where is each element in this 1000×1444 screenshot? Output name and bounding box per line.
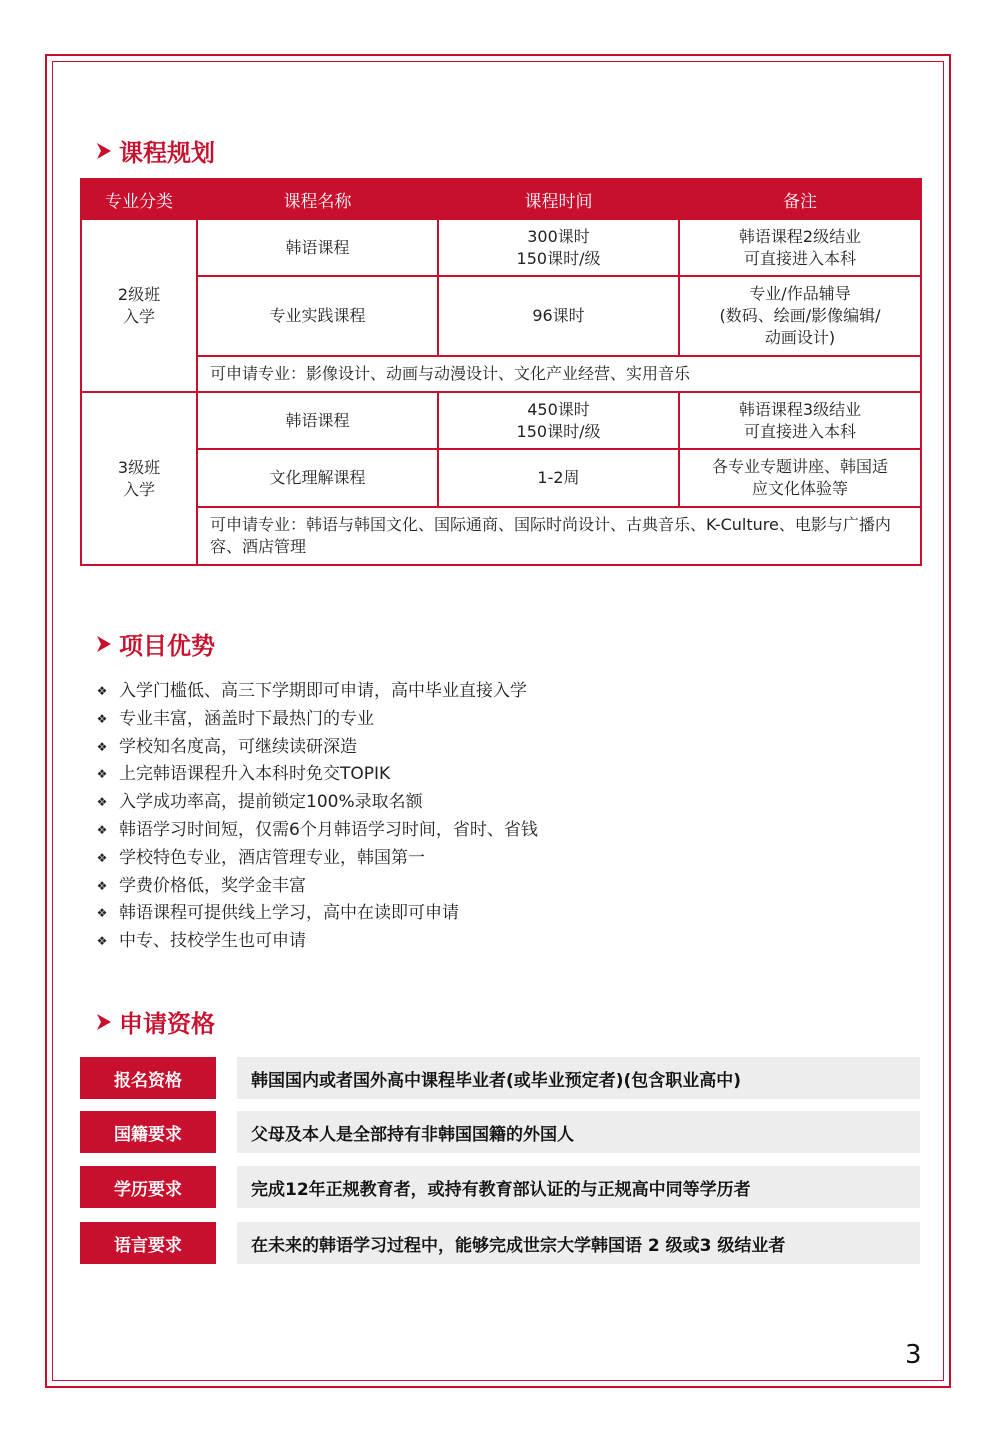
diamond-bullet-icon: ❖ [96, 822, 108, 837]
majors-cell: 可申请专业：韩语与韩国文化、国际通商、国际时尚设计、古典音乐、K-Culture、电影与广播内容、酒店管理 [197, 507, 921, 565]
note-cell: 韩语课程2级结业 可直接进入本科 [679, 219, 921, 276]
section-title-advantages [95, 626, 215, 661]
note-cell: 专业/作品辅导 (数码、绘画/影像编辑/ 动画设计) [679, 276, 921, 356]
requirement-row [80, 1166, 920, 1208]
requirement-value: 父母及本人是全部持有非韩国国籍的外国人 [237, 1111, 920, 1153]
table-row [81, 356, 921, 392]
course-name-cell: 韩语课程 [197, 219, 438, 276]
diamond-bullet-icon: ❖ [96, 878, 108, 893]
requirement-label: 语言要求 [80, 1222, 216, 1264]
list-item: ❖ 学校特色专业，酒店管理专业，韩国第一 [95, 845, 538, 873]
diamond-bullet-icon: ❖ [96, 795, 108, 810]
header-course-time: 课程时间 [438, 179, 679, 219]
course-time-cell: 450课时 150课时/级 [438, 392, 679, 449]
list-item: ❖ 专业丰富，涵盖时下最热门的专业 [95, 706, 538, 734]
list-item: ❖ 入学成功率高，提前锁定100%录取名额 [95, 789, 538, 817]
section-title-text: 项目优势 [119, 632, 215, 660]
course-table [80, 178, 922, 566]
table-header-row [81, 179, 921, 219]
table-row [81, 276, 921, 356]
diamond-bullet-icon: ❖ [96, 850, 108, 865]
header-note: 备注 [679, 179, 921, 219]
majors-cell: 可申请专业：影像设计、动画与动漫设计、文化产业经营、实用音乐 [197, 356, 921, 392]
list-item: ❖ 学校知名度高，可继续读研深造 [95, 734, 538, 762]
diamond-bullet-icon: ❖ [96, 934, 108, 949]
arrow-right-icon [95, 634, 113, 654]
list-item: ❖ 学费价格低，奖学金丰富 [95, 873, 538, 901]
course-time-cell: 1-2周 [438, 449, 679, 507]
section-title-text: 课程规划 [119, 139, 215, 167]
advantages-list [95, 678, 538, 956]
requirement-row [80, 1222, 920, 1264]
arrow-right-icon [95, 141, 113, 161]
requirement-value: 在未来的韩语学习过程中，能够完成世宗大学韩国语 2 级或3 级结业者 [237, 1222, 920, 1264]
course-name-cell: 文化理解课程 [197, 449, 438, 507]
category-cell: 2级班 入学 [81, 219, 197, 392]
requirement-value: 完成12年正规教育者，或持有教育部认证的与正规高中同等学历者 [237, 1166, 920, 1208]
list-item: ❖ 上完韩语课程升入本科时免交TOPIK [95, 761, 538, 789]
requirement-label: 学历要求 [80, 1166, 216, 1208]
note-cell: 韩语课程3级结业 可直接进入本科 [679, 392, 921, 449]
table-row [81, 449, 921, 507]
section-title-text: 申请资格 [119, 1010, 215, 1038]
diamond-bullet-icon: ❖ [96, 906, 108, 921]
diamond-bullet-icon: ❖ [96, 684, 108, 698]
requirement-value: 韩国国内或者国外高中课程毕业者(或毕业预定者)(包含职业高中) [237, 1057, 920, 1099]
page-number: 3 [905, 1340, 922, 1370]
requirement-label: 报名资格 [80, 1057, 216, 1099]
list-item: ❖ 入学门槛低、高三下学期即可申请，高中毕业直接入学 [95, 678, 538, 706]
course-name-cell: 韩语课程 [197, 392, 438, 449]
course-time-cell: 96课时 [438, 276, 679, 356]
course-name-cell: 专业实践课程 [197, 276, 438, 356]
category-cell: 3级班 入学 [81, 392, 197, 565]
note-cell: 各专业专题讲座、韩国适 应文化体验等 [679, 449, 921, 507]
diamond-bullet-icon: ❖ [96, 711, 108, 726]
arrow-right-icon [95, 1012, 113, 1032]
list-item: ❖ 韩语学习时间短，仅需6个月韩语学习时间，省时、省钱 [95, 817, 538, 845]
header-category: 专业分类 [81, 179, 197, 219]
diamond-bullet-icon: ❖ [96, 739, 108, 754]
diamond-bullet-icon: ❖ [96, 767, 108, 782]
header-course-name: 课程名称 [197, 179, 438, 219]
course-time-cell: 300课时 150课时/级 [438, 219, 679, 276]
list-item: ❖ 中专、技校学生也可申请 [95, 928, 538, 956]
table-row [81, 392, 921, 449]
table-row [81, 219, 921, 276]
section-title-eligibility [95, 1004, 215, 1039]
table-row [81, 507, 921, 565]
requirement-label: 国籍要求 [80, 1111, 216, 1153]
requirement-row [80, 1057, 920, 1099]
list-item: ❖ 韩语课程可提供线上学习，高中在读即可申请 [95, 900, 538, 928]
requirement-row [80, 1111, 920, 1153]
section-title-course-planning [95, 133, 215, 168]
